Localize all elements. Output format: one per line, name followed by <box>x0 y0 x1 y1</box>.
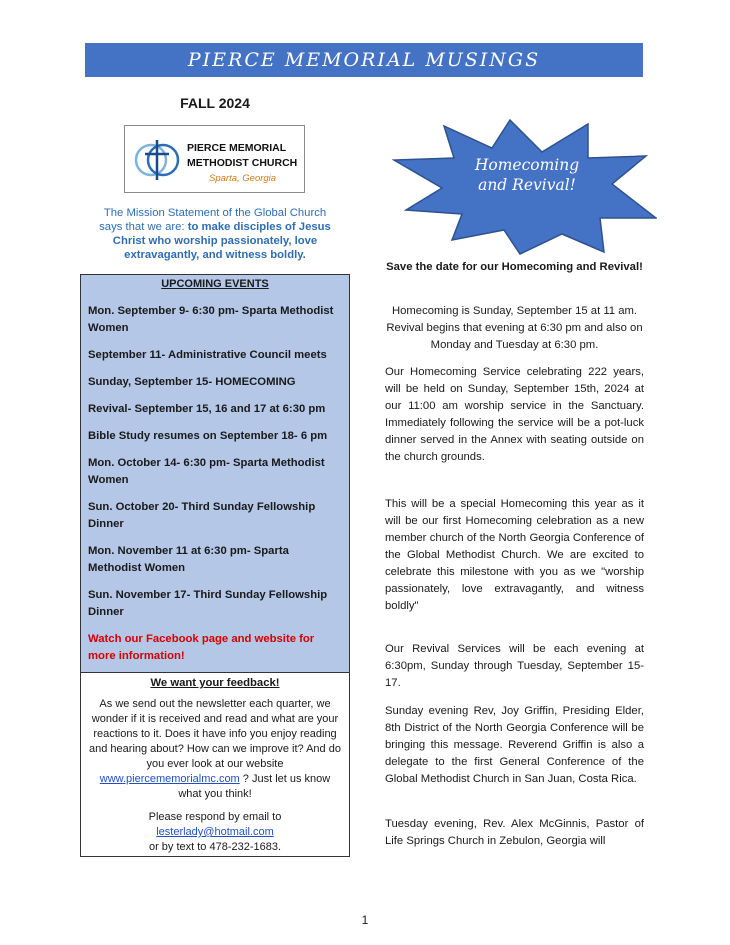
event-item: September 11- Administrative Council meets <box>88 349 327 361</box>
newsletter-title: PIERCE MEMORIAL MUSINGS <box>187 49 541 71</box>
event-item: Bible Study resumes on September 18- 6 pm <box>88 430 328 442</box>
respond-line: Please respond by email to <box>148 811 282 823</box>
events-notice: Watch our Facebook page and website for more information! <box>88 633 315 662</box>
text-line: or by text to 478-232-1683. <box>148 841 282 853</box>
article-paragraph: Our Revival Services will be each evening at 6:30pm, Sunday through Tuesday, September 15-17. <box>385 643 644 689</box>
logo-line2: METHODIST CHURCH <box>187 157 298 169</box>
event-item: Revival- September 15, 16 and 17 at 6:30 pm <box>88 403 326 415</box>
event-item: Sunday, September 15- HOMECOMING <box>88 376 296 388</box>
starburst-line: and Revival! <box>478 176 576 194</box>
events-title: UPCOMING EVENTS <box>161 278 269 290</box>
church-logo-icon <box>131 134 183 186</box>
logo-line1: PIERCE MEMORIAL <box>187 142 287 154</box>
mission-line <box>90 234 340 248</box>
feedback-text: ? Just let us know what you think! <box>178 773 331 800</box>
mission-text: says that we are: <box>99 221 188 233</box>
event-item: Sun. October 20- Third Sunday Fellowship Dinner <box>88 501 316 530</box>
page-number: 1 <box>361 913 369 927</box>
logo-location: Sparta, Georgia <box>209 173 277 184</box>
mission-statement <box>90 206 340 262</box>
feedback-title: We want your feedback! <box>150 677 280 689</box>
article-paragraph: Sunday evening Rev, Joy Griffin, Presiding Elder, 8th District of the North Georgia Conference will be bringing this message. Reverend Griffin is also a delegate to the first General Conference of the Global Methodist Church in San Juan, Costa Rica. <box>385 705 644 785</box>
feedback-box <box>80 673 350 857</box>
feedback-text: As we send out the newsletter each quarter, we wonder if it is received and read and what are your reactions to it. Does it have info you enjoy reading and hearing about? How can we improve it? And do you ever look at our website <box>89 698 341 770</box>
feedback-contact <box>81 810 349 855</box>
article-headline: Save the date for our Homecoming and Revival! <box>386 261 643 273</box>
mission-line: The Mission Statement of the Global Church <box>103 207 327 219</box>
article-paragraph: Homecoming is Sunday, September 15 at 11 am. Revival begins that evening at 6:30 pm and also on Monday and Tuesday at 6:30 pm. <box>386 305 643 351</box>
mission-emphasis: extravagantly, and witness boldly. <box>124 249 306 261</box>
mission-emphasis: Christ who worship passionately, love <box>112 235 318 247</box>
event-item: Mon. November 11 at 6:30 pm- Sparta Methodist Women <box>88 545 289 574</box>
website-link[interactable]: www.piercememorialmc.com <box>99 773 240 785</box>
email-link[interactable]: lesterlady@hotmail.com <box>156 826 274 838</box>
starburst-text <box>452 155 602 195</box>
issue-season: FALL 2024 <box>180 95 250 111</box>
article-paragraph: This will be a special Homecoming this year as it will be our first Homecoming celebration as a new member church of the North Georgia Conference of the Global Methodist Church. We are excited to celebrate this milestone with you as we "worship passionately, love extravagantly, and witness boldly" <box>385 498 644 612</box>
newsletter-banner <box>85 43 643 77</box>
event-item: Mon. September 9- 6:30 pm- Sparta Methodist Women <box>88 305 334 334</box>
article-paragraph: Our Homecoming Service celebrating 222 years, will be held on Sunday, September 15th, 2024 at our 11:00 am worship service in the Sanctuary. Immediately following the service will be a pot-luck dinner served in the Annex with seating outside on the church grounds. <box>385 366 644 463</box>
church-logo <box>124 125 305 193</box>
upcoming-events-box <box>80 274 350 673</box>
event-item: Mon. October 14- 6:30 pm- Sparta Methodist Women <box>88 457 325 486</box>
starburst-line: Homecoming <box>474 156 580 174</box>
mission-line <box>90 248 340 262</box>
mission-emphasis: to make disciples of Jesus <box>187 221 331 233</box>
event-item: Sun. November 17- Third Sunday Fellowship Dinner <box>88 589 328 618</box>
article-paragraph: Tuesday evening, Rev. Alex McGinnis, Pastor of Life Springs Church in Zebulon, Georgia will <box>385 818 644 847</box>
mission-line <box>90 220 340 234</box>
feedback-body <box>87 697 343 802</box>
